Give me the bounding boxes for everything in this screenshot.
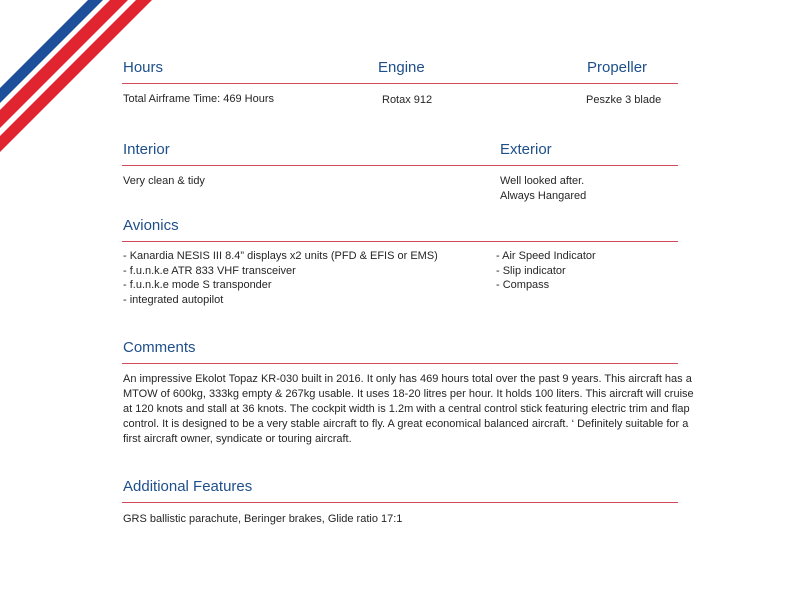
list-item: - Compass [496,279,550,291]
avionics-list-right [496,249,596,293]
comments-heading: Comments [123,339,196,356]
additional-features-heading: Additional Features [123,478,253,495]
divider-comments [122,363,678,364]
exterior-line: Well looked after. [500,175,585,187]
engine-value: Rotax 912 [382,94,433,106]
engine-heading: Engine [378,59,425,76]
exterior-list [500,174,586,203]
list-item: - f.u.n.k.e mode S transponder [123,279,272,291]
propeller-value: Peszke 3 blade [586,94,662,106]
red-stripe-1 [0,0,128,128]
propeller-heading: Propeller [587,59,648,76]
list-item: - integrated autopilot [123,293,224,306]
list-item: - Air Speed Indicator [496,250,596,262]
interior-value: Very clean & tidy [123,175,205,187]
avionics-heading: Avionics [123,217,179,234]
list-item: - Kanardia NESIS III 8.4” displays x2 units (PFD & EFIS or EMS) [123,250,438,262]
hours-heading: Hours [123,59,164,76]
additional-features-text: GRS ballistic parachute, Beringer brakes, Glide ratio 17:1 [123,513,403,525]
divider-avionics [122,241,678,242]
exterior-line: Always Hangared [500,189,587,202]
hours-value: Total Airframe Time: 469 Hours [123,93,275,105]
divider-additional [122,502,678,503]
divider-hours [122,83,678,84]
comments-text: An impressive Ekolot Topaz KR-030 built in 2016. It only has 469 hours total over the past 9 years. This aircraft has a MTOW of 600kg, 333kg empty & 267kg usable. It uses 18-20 litres per hour. It holds 100 liters. This aircraft will cruise at 120 knots and stall at 36 knots. The cockpit width is 1.2m with a central control stick featuring electric trim and flap control. It is designed to be a very stable aircraft to fly. A great economical balanced aircraft. ‘ Definitely suitable for a first aircraft owner, syndicate or touring aircraft. [123,373,694,445]
avionics-list-left [123,249,438,307]
list-item: - Slip indicator [496,264,566,277]
list-item: - f.u.n.k.e ATR 833 VHF transceiver [123,264,296,277]
corner-stripes-decoration [0,0,160,160]
interior-heading: Interior [123,141,170,158]
exterior-heading: Exterior [500,141,552,158]
divider-interior [122,165,678,166]
